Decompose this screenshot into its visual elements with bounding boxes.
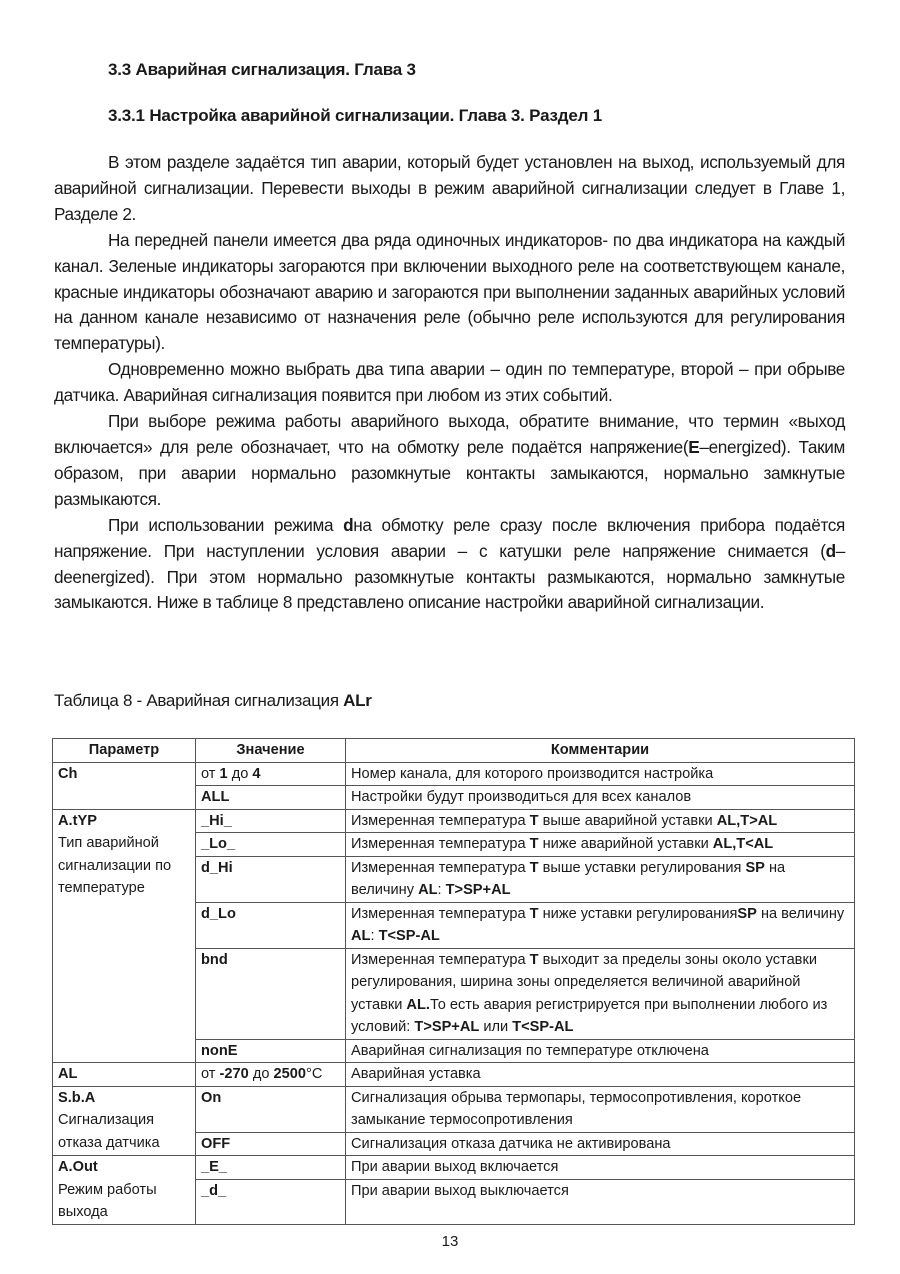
value-cell: bnd — [196, 948, 346, 1039]
body-text — [54, 150, 845, 616]
value-cell: On — [196, 1086, 346, 1132]
subsection-heading: 3.3.1 Настройка аварийной сигнализации. Глава 3. Раздел 1 — [108, 106, 603, 125]
value-cell: nonE — [196, 1039, 346, 1063]
param-ch: Ch — [53, 762, 196, 809]
comment-cell: Аварийная уставка — [346, 1063, 855, 1087]
comment-cell: Сигнализация обрыва термопары, термосопротивления, короткое замыкание термосопротивления — [346, 1086, 855, 1132]
paragraph-1: В этом разделе задаётся тип аварии, который будет установлен на выход, используемый для аварийной сигнализации. Перевести выходы в режим аварийной сигнализации следует в Главе 1, Разделе 2. — [54, 152, 845, 224]
header-value: Значение — [196, 739, 346, 763]
table-row — [53, 1063, 855, 1087]
comment-cell: Измеренная температура T ниже уставки регулированияSP на величину AL: T<SP-AL — [346, 902, 855, 948]
table-row — [53, 762, 855, 786]
header-parameter: Параметр — [53, 739, 196, 763]
value-cell: от 1 до 4 — [196, 762, 346, 786]
comment-cell: Номер канала, для которого производится настройка — [346, 762, 855, 786]
value-cell: ALL — [196, 786, 346, 810]
comment-cell: Измеренная температура T выше уставки регулирования SP на величину AL: T>SP+AL — [346, 856, 855, 902]
value-cell: d_Lo — [196, 902, 346, 948]
page-number: 13 — [441, 1233, 459, 1250]
comment-cell: При аварии выход выключается — [346, 1179, 855, 1224]
comment-cell: При аварии выход включается — [346, 1156, 855, 1180]
param-aout: A.Out Режим работы выхода — [53, 1156, 196, 1225]
value-cell: от -270 до 2500°C — [196, 1063, 346, 1087]
comment-cell: Измеренная температура T выше аварийной уставки AL,T>AL — [346, 809, 855, 833]
comment-cell: Настройки будут производиться для всех каналов — [346, 786, 855, 810]
paragraph-5: При использовании режима dна обмотку реле сразу после включения прибора подаётся напряжение. При наступлении условия аварии – с катушки реле напряжение снимается (d–deenergized). При этом нормально разомкнутые контакты размыкаются, нормально замкнутые замыкаются. Ниже в таблице 8 представлено описание настройки аварийной сигнализации. — [54, 514, 845, 613]
value-cell: _d_ — [196, 1179, 346, 1224]
table-header-row — [53, 739, 855, 763]
table-caption: Таблица 8 - Аварийная сигнализация ALr — [54, 691, 372, 710]
comment-cell: Сигнализация отказа датчика не активирована — [346, 1132, 855, 1156]
table-row — [53, 1156, 855, 1180]
comment-cell: Измеренная температура T выходит за пределы зоны около уставки регулирования, ширина зоны определяется величиной аварийной уставки AL.То есть авария регистрируется при выполнении любого из условий: T>SP+AL или T<SP-AL — [346, 948, 855, 1039]
table-row — [53, 809, 855, 833]
table-row — [53, 1086, 855, 1132]
value-cell: _Lo_ — [196, 833, 346, 857]
value-cell: _Hi_ — [196, 809, 346, 833]
header-comments: Комментарии — [346, 739, 855, 763]
comment-cell: Измеренная температура T ниже аварийной уставки AL,T<AL — [346, 833, 855, 857]
comment-cell: Аварийная сигнализация по температуре отключена — [346, 1039, 855, 1063]
paragraph-3: Одновременно можно выбрать два типа аварии – один по температуре, второй – при обрыве датчика. Аварийная сигнализация появится при любом из этих событий. — [54, 359, 845, 406]
paragraph-2: На передней панели имеется два ряда одиночных индикаторов- по два индикатора на каждый канал. Зеленые индикаторы загораются при включении выходного реле на соответствующем канале, красные индикаторы обозначают аварию и загораются при выполнении заданных аварийных условий на данном канале независимо от назначения реле (обычно реле используются для регулирования температуры). — [54, 229, 845, 354]
section-heading: 3.3 Аварийная сигнализация. Глава 3 — [108, 60, 416, 79]
param-al: AL — [53, 1063, 196, 1087]
value-cell: OFF — [196, 1132, 346, 1156]
param-atyp: A.tYP Тип аварийной сигнализации по температуре — [53, 809, 196, 1063]
value-cell: _E_ — [196, 1156, 346, 1180]
paragraph-4: При выборе режима работы аварийного выхода, обратите внимание, что термин «выход включается» для реле обозначает, что на обмотку реле подаётся напряжение(E–energized). Таким образом, при аварии нормально разомкнутые контакты замыкаются, нормально замкнутые размыкаются. — [54, 411, 845, 509]
param-sba: S.b.A Сигнализация отказа датчика — [53, 1086, 196, 1156]
alarm-settings-table — [52, 738, 855, 1225]
value-cell: d_Hi — [196, 856, 346, 902]
